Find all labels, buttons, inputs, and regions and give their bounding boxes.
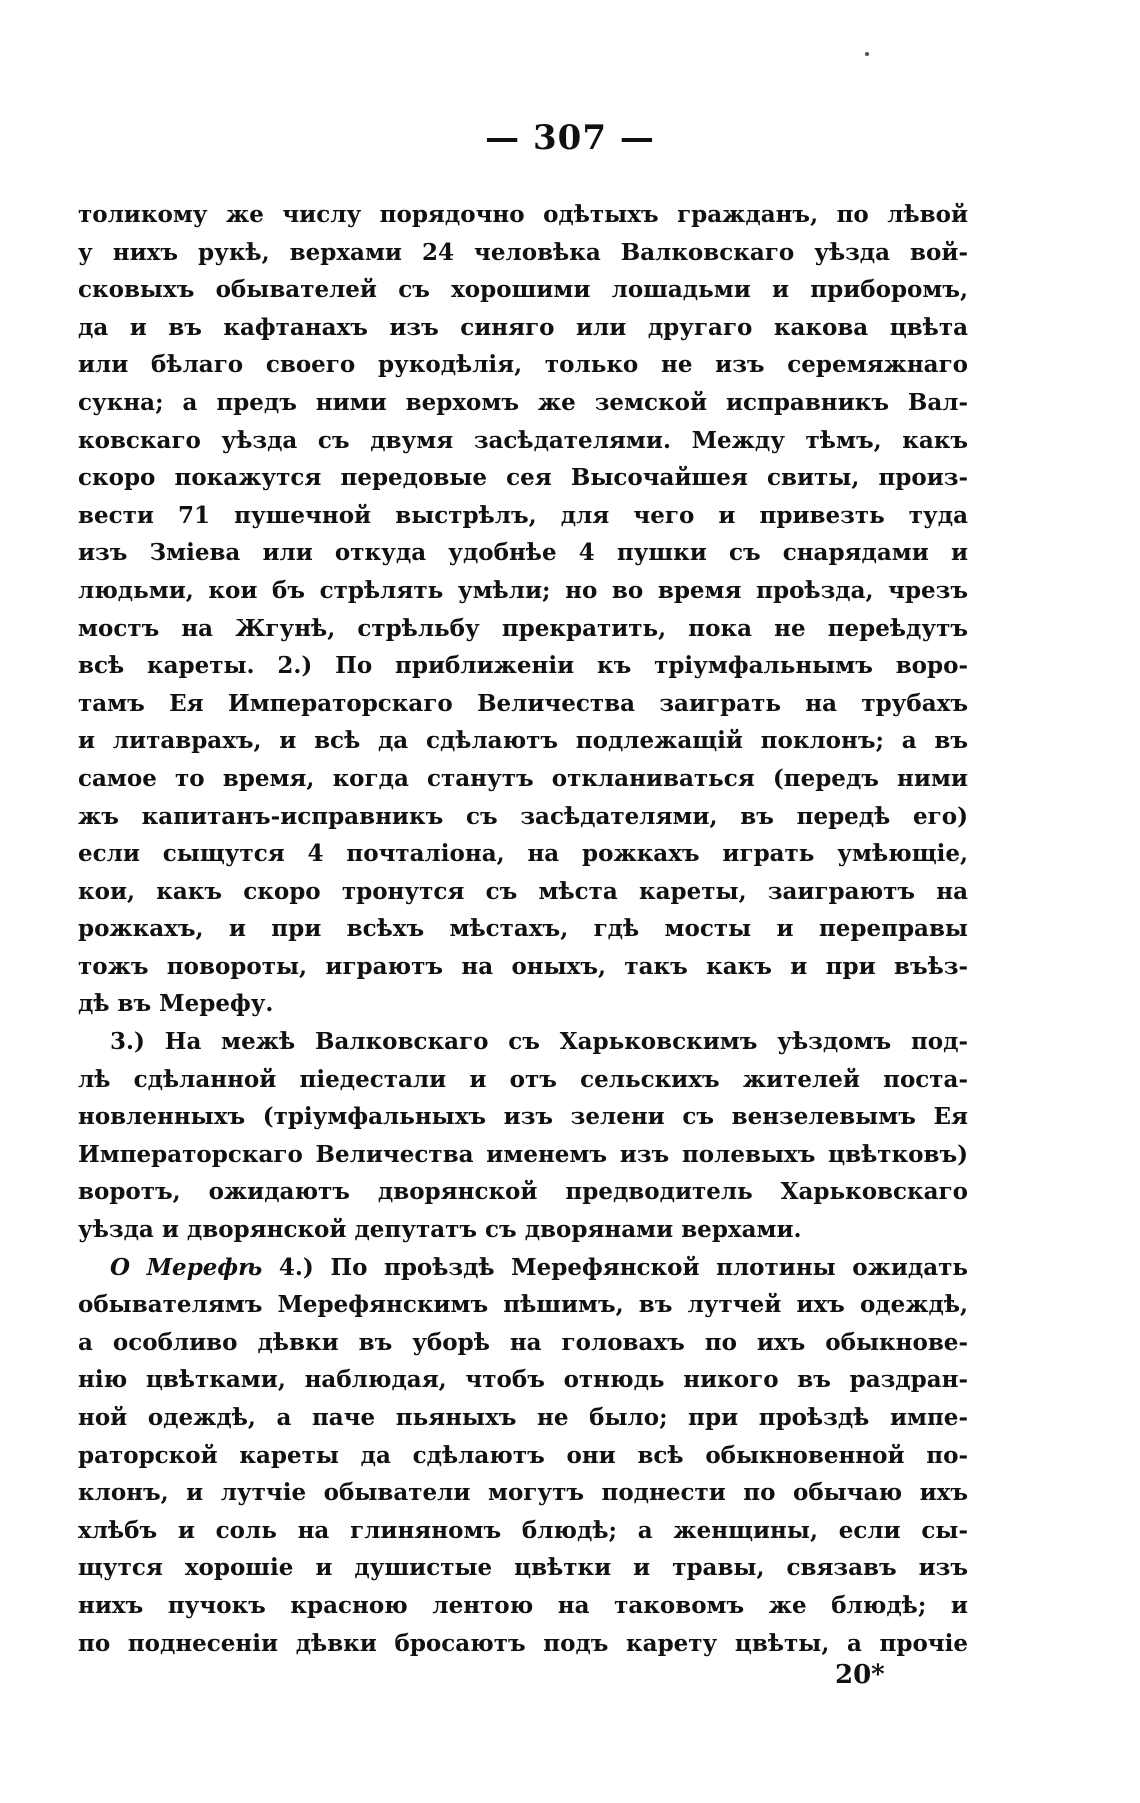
text-line: самое то время, когда станутъ откланиваться (передъ ними — [78, 764, 968, 792]
text-line: хлѣбъ и соль на глиняномъ блюдѣ; а женщины, если сы- — [78, 1516, 968, 1544]
text-line: людьми, кои бъ стрѣлять умѣли; но во время проѣзда, чрезъ — [78, 576, 968, 604]
text-line: толикому же числу порядочно одѣтыхъ гражданъ, по лѣвой — [78, 201, 968, 228]
text-line: нію цвѣтками, наблюдая, чтобъ отнюдь никого въ раздран- — [78, 1366, 968, 1394]
text-line: вести 71 пушечной выстрѣлъ, для чего и привезть туда — [78, 501, 968, 529]
text-line: да и въ кафтанахъ изъ синяго или другаго какова цвѣта — [78, 313, 968, 341]
text-line: ной одеждѣ, а паче пьяныхъ не было; при проѣздѣ импе- — [78, 1404, 968, 1431]
print-speck — [865, 52, 869, 56]
text-line: уѣзда и дворянской депутатъ съ дворянами верхами. — [78, 1216, 802, 1244]
text-line: если сыщутся 4 почталіона, на рожкахъ играть умѣющіе, — [78, 840, 968, 868]
text-line: изъ Зміева или откуда удобнѣе 4 пушки съ снарядами и — [78, 539, 968, 567]
text-line: сукна; а предъ ними верхомъ же земской исправникъ Вал- — [78, 388, 968, 416]
text-line: а особливо дѣвки въ уборѣ на головахъ по ихъ обыкнове- — [78, 1328, 968, 1356]
text-line: 4.) По проѣздѣ Мерефянской плотины ожидать — [278, 1253, 968, 1281]
text-line: кои, какъ скоро тронутся съ мѣста кареты, заиграютъ на — [78, 877, 968, 905]
text-line: обывателямъ Мерефянскимъ пѣшимъ, въ лутчей ихъ одеждѣ, — [78, 1291, 968, 1319]
text-line: тожъ повороты, играютъ на оныхъ, такъ какъ и при въѣз- — [78, 952, 968, 980]
text-line: лѣ сдѣланной піедестали и отъ сельскихъ жителей поста- — [78, 1065, 968, 1093]
text-line: по поднесеніи дѣвки бросаютъ подъ карету цвѣты, а прочіе — [78, 1629, 968, 1657]
text-line: воротъ, ожидаютъ дворянской предводитель Харьковскаго — [78, 1178, 968, 1206]
text-line: новленныхъ (тріумфальныхъ изъ зелени съ вензелевымъ Ея — [78, 1103, 968, 1131]
text-line: всѣ кареты. 2.) По приближеніи къ тріумфальнымъ воро- — [78, 652, 968, 680]
text-line: мостъ на Жгунѣ, стрѣльбу прекратить, пока не переѣдутъ — [78, 614, 968, 642]
page-number: — 307 — — [485, 118, 655, 158]
text-line: скоро покажутся передовые сея Высочайшея свиты, произ- — [78, 464, 968, 492]
text-line: дѣ въ Мерефу. — [78, 990, 274, 1018]
signature-mark: 20* — [835, 1660, 885, 1690]
text-line: нихъ пучокъ красною лентою на таковомъ же блюдѣ; и — [78, 1591, 968, 1619]
side-note: О Мерефѣ — [110, 1253, 263, 1281]
text-line: у нихъ рукѣ, верхами 24 человѣка Валковскаго уѣзда вой- — [78, 238, 968, 266]
text-line: Императорскаго Величества именемъ изъ полевыхъ цвѣтковъ) — [78, 1140, 968, 1168]
text-line: или бѣлаго своего рукодѣлія, только не изъ серемяжнаго — [78, 351, 968, 379]
text-line: щутся хорошіе и душистые цвѣтки и травы, связавъ изъ — [78, 1554, 968, 1582]
text-line: жъ капитанъ-исправникъ съ засѣдателями, въ передѣ его) — [78, 802, 968, 830]
text-line: и литаврахъ, и всѣ да сдѣлаютъ подлежащій поклонъ; а въ — [78, 727, 968, 755]
text-line: рожкахъ, и при всѣхъ мѣстахъ, гдѣ мосты и переправы — [78, 915, 968, 943]
text-line-with-side-note — [78, 1249, 968, 1287]
text-line: клонъ, и лутчіе обыватели могутъ поднести по обычаю ихъ — [78, 1479, 968, 1507]
text-line: тамъ Ея Императорскаго Величества заиграть на трубахъ — [78, 689, 968, 717]
text-line: сковыхъ обывателей съ хорошими лошадьми и приборомъ, — [78, 276, 968, 304]
text-line: раторской кареты да сдѣлаютъ они всѣ обыкновенной по- — [78, 1441, 968, 1469]
text-line: 3.) На межѣ Валковскаго съ Харьковскимъ уѣздомъ под- — [110, 1028, 968, 1056]
body-text — [78, 196, 968, 1662]
text-line: ковскаго уѣзда съ двумя засѣдателями. Между тѣмъ, какъ — [78, 426, 968, 454]
